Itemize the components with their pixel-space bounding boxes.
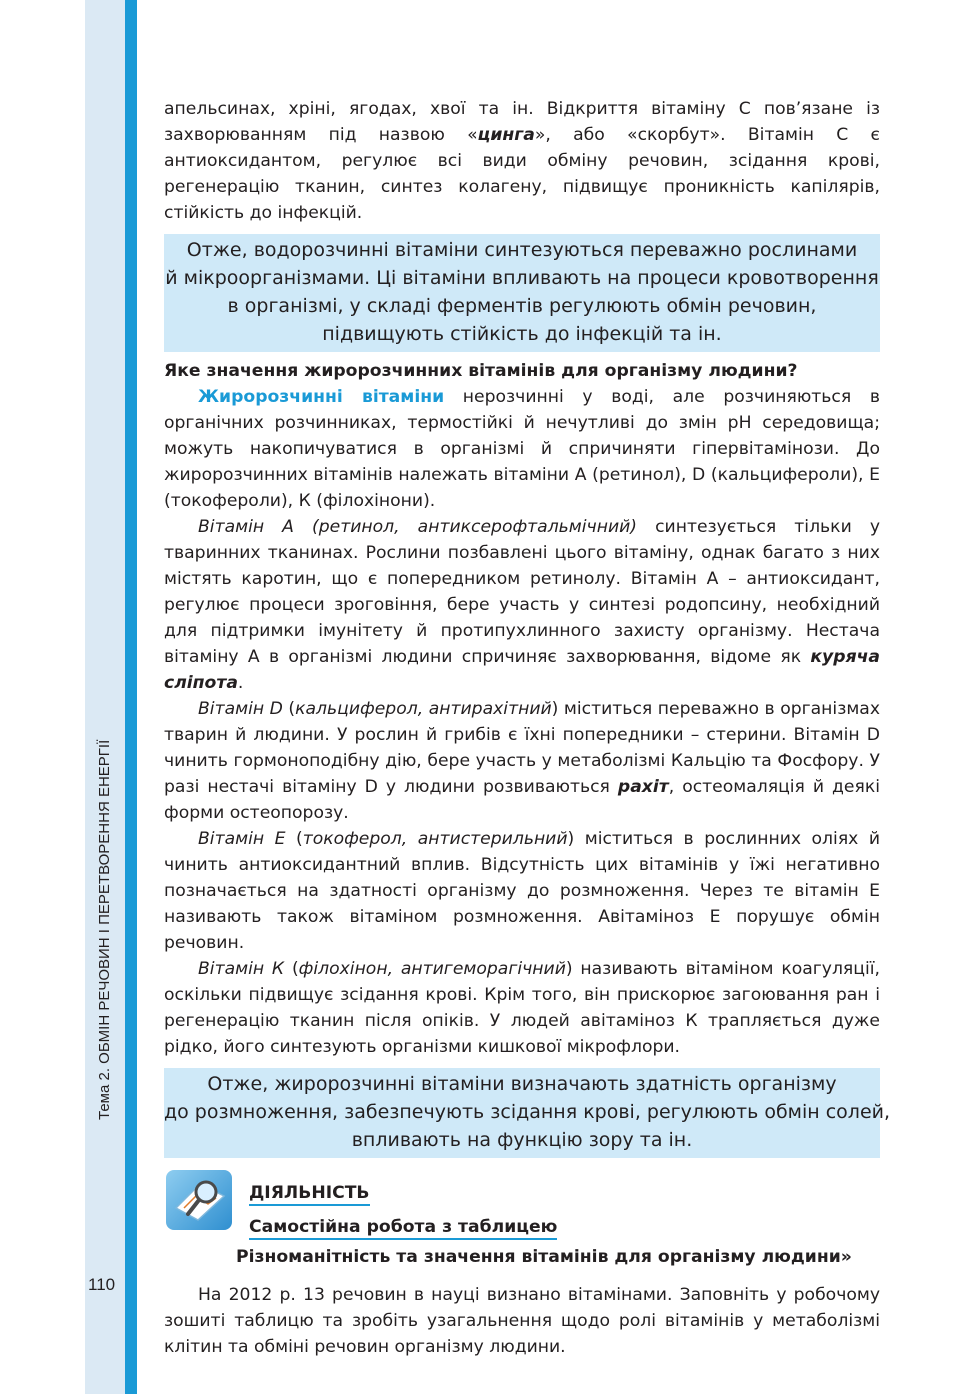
summary-line: в організмі, у складі ферментів регулюють обмін речовин,: [227, 295, 817, 317]
summary-line: підвищують стійкість до інфекцій та ін.: [322, 323, 722, 345]
activity-title: ДІЯЛЬНІСТЬ: [249, 1182, 370, 1206]
summary-line: впливають на функцію зору та ін.: [351, 1129, 693, 1151]
paragraph-vitamin-e: Вітамін Е (токоферол, антистерильний) міститься в рослинних оліях й чинить антиоксидантний вплив. Відсутність цих вітамінів у їжі негативно позначається на здатності організму до розмноження. Через те вітамін Е називають також вітаміном розмноження. Авітаміноз Е порушує обмін речовин.: [164, 829, 881, 953]
term-highlight: Жиророзчинні вітаміни: [198, 387, 445, 407]
magnifier-map-icon: [166, 1170, 232, 1230]
sidebar-band: [85, 0, 125, 1394]
activity-block: [164, 1170, 880, 1282]
page-number: 110: [88, 1275, 116, 1294]
summary-line: Отже, водорозчинні вітаміни синтезуються переважно рослинами: [186, 239, 858, 261]
summary-water-soluble: [164, 234, 880, 352]
paragraph-vitamin-c: апельсинах, хріні, ягодах, хвої та ін. Відкриття вітаміну С пов’язане із захворюванням під назвою «цинга», або «скорбут». Вітамін С є антиоксидантом, регулює всі види обміну речовин, зсідання крові, регенерацію тканин, синтез колагену, підвищує проникність капілярів, стійкість до інфекцій.: [164, 99, 880, 223]
activity-table-title: Різноманітність та значення вітамінів для організму людини»: [236, 1247, 852, 1267]
sidebar-accent-stripe: [125, 0, 137, 1394]
paragraph-vitamin-k: Вітамін К (філохінон, антигеморагічний) називають вітаміном коагуляції, оскільки підвищує зсідання крові. Крім того, він прискорює загоювання ран і регенерацію тканин після опіків. У людей авітаміноз К трапляється дуже рідко, його синтезують організми кишкової мікрофлори.: [164, 959, 880, 1057]
summary-line: Отже, жиророзчинні вітаміни визначають здатність організму: [207, 1073, 837, 1095]
activity-subtitle: Самостійна робота з таблицею: [249, 1216, 557, 1240]
paragraph-vitamin-a: Вітамін А (ретинол, антиксерофтальмічний) синтезується тільки у тваринних тканинах. Рослини позбавлені цього вітаміну, однак багато з них містять каротин, що є попередником ретинолу. Вітамін А – антиоксидант, регулює процеси зроговіння, бере участь у синтезі родопсину, необхідний для підтримки імунітету й протипухлинного захисту організму. Нестача вітаміну А в організмі людини спричиняє захворювання, відоме як куряча сліпота.: [164, 517, 880, 693]
summary-fat-soluble: [164, 1068, 891, 1158]
summary-line: до розмноження, забезпечують зсідання крові, регулюють обмін солей,: [164, 1101, 891, 1123]
page-content: [164, 96, 891, 1360]
summary-line: й мікроорганізмами. Ці вітаміни впливають на процеси кровотворення: [165, 267, 879, 289]
paragraph-fat-soluble: Жиророзчинні вітаміни нерозчинні у воді, але розчиняються в органічних розчинниках, термостійкі й нечутливі до змін рН середовища; можуть накопичуватися в організмі й спричиняти гіпервітамінози. До жиророзчинних вітамінів належать вітаміни А (ретинол), D (кальцифероли), Е (токофероли), К (філохінони).: [164, 387, 880, 511]
paragraph-activity: На 2012 р. 13 речовин в науці визнано вітамінами. Заповніть у робочому зошиті таблицю та зробіть узагальнення щодо ролі вітамінів у метаболізмі клітин та обміні речовин організму людини.: [164, 1285, 880, 1357]
section-title: Тема 2. ОБМІН РЕЧОВИН І ПЕРЕТВОРЕННЯ ЕНЕРГІЇ: [96, 739, 113, 1120]
section-heading: Яке значення жиророзчинних вітамінів для організму людини?: [164, 361, 798, 381]
paragraph-vitamin-d: Вітамін D (кальциферол, антирахітний) міститься переважно в організмах тварин й людини. У рослин й грибів є їхні попередники – стерини. Вітамін D чинить гормоноподібну дію, бере участь у метаболізмі Кальцію та Фосфору. У разі нестачі вітаміну D у людини розвиваються рахіт, остеомаляція й деякі форми остеопорозу.: [164, 699, 881, 823]
